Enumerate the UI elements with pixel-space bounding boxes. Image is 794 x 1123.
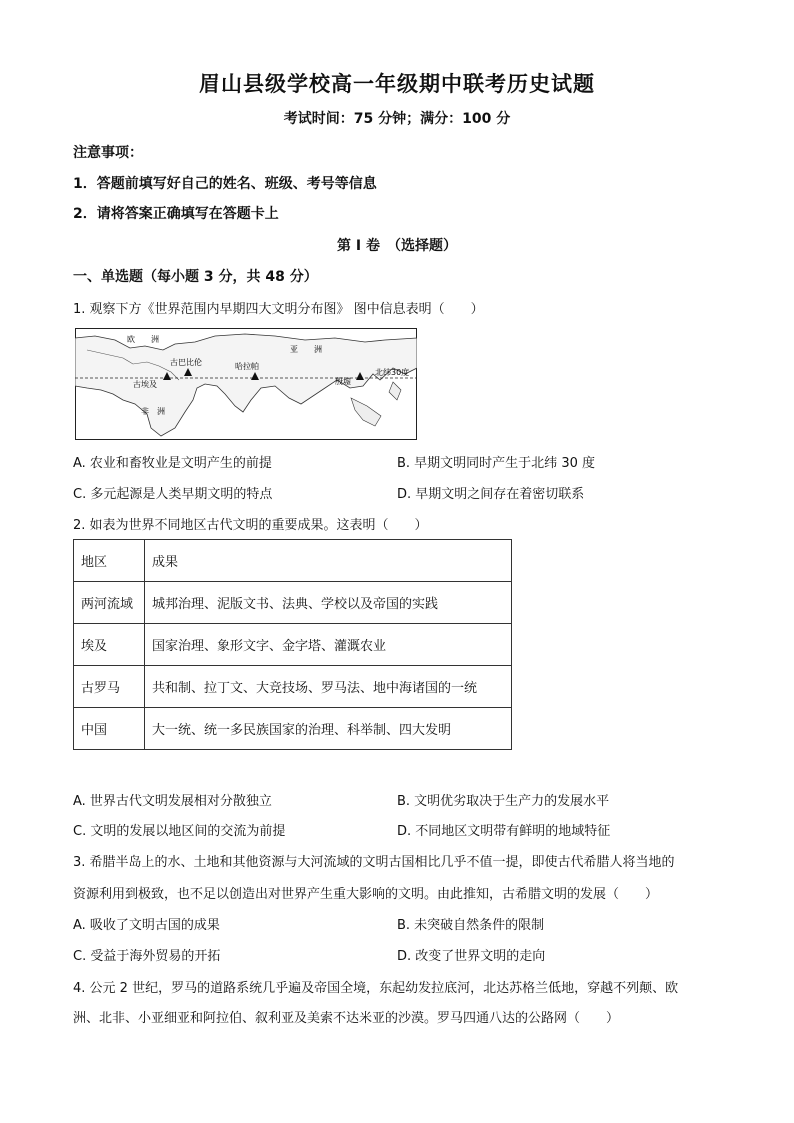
label-lat30: 北纬30度 [375, 368, 410, 377]
label-egypt: 古埃及 [133, 380, 157, 389]
exam-title: 眉山县级学校高一年级期中联考历史试题 [199, 71, 595, 96]
table-cell-region: 中国 [74, 708, 145, 750]
q3-option-d: D. 改变了世界文明的走向 [397, 949, 546, 964]
table-header-achievement: 成果 [145, 540, 512, 582]
label-europe: 欧 洲 [127, 335, 159, 344]
exam-subtitle: 考试时间：75 分钟；满分：100 分 [283, 111, 511, 127]
table-header-row [74, 540, 512, 582]
q4-stem-line2: 洲、北非、小亚细亚和阿拉伯、叙利亚及美索不达米亚的沙漠。罗马四通八达的公路网（ ） [73, 1011, 620, 1026]
table-row [74, 708, 512, 750]
q3-option-c: C. 受益于海外贸易的开拓 [73, 949, 221, 964]
q3-option-b: B. 未突破自然条件的限制 [397, 918, 545, 933]
label-yinxu: 殷墟 [335, 377, 351, 386]
table-cell-region: 两河流域 [74, 582, 145, 624]
notice-item-1: 1．答题前填写好自己的姓名、班级、考号等信息 [73, 176, 377, 192]
table-cell-achievement: 城邦治理、泥版文书、法典、学校以及帝国的实践 [145, 582, 512, 624]
volume-heading: 第 I 卷 （选择题） [337, 238, 457, 254]
q3-option-a: A. 吸收了文明古国的成果 [73, 918, 220, 933]
q2-stem: 2. 如表为世界不同地区古代文明的重要成果。这表明（ ） [73, 518, 428, 533]
q1-stem: 1. 观察下方《世界范围内早期四大文明分布图》 图中信息表明（ ） [73, 302, 484, 317]
q2-option-a: A. 世界古代文明发展相对分散独立 [73, 794, 272, 809]
label-harappa: 哈拉帕 [235, 362, 259, 371]
q2-option-c: C. 文明的发展以地区间的交流为前提 [73, 824, 286, 839]
table-cell-region: 埃及 [74, 624, 145, 666]
table-cell-achievement: 国家治理、象形文字、金字塔、灌溉农业 [145, 624, 512, 666]
label-babylon: 古巴比伦 [170, 358, 202, 367]
table-cell-achievement: 大一统、统一多民族国家的治理、科举制、四大发明 [145, 708, 512, 750]
table-cell-region: 古罗马 [74, 666, 145, 708]
q1-option-b: B. 早期文明同时产生于北纬 30 度 [397, 456, 595, 471]
q2-option-d: D. 不同地区文明带有鲜明的地域特征 [397, 824, 611, 839]
label-africa: 非 洲 [141, 407, 165, 416]
table-header-region: 地区 [74, 540, 145, 582]
q3-stem-line1: 3. 希腊半岛上的水、土地和其他资源与大河流域的文明古国相比几乎不值一提，即使古代希腊人将当地的 [73, 855, 675, 870]
q4-stem-line1: 4. 公元 2 世纪，罗马的道路系统几乎遍及帝国全境，东起幼发拉底河，北达苏格兰低地，穿越不列颠、欧 [73, 981, 679, 996]
table-row [74, 624, 512, 666]
label-asia: 亚 洲 [290, 345, 322, 354]
q1-option-c: C. 多元起源是人类早期文明的特点 [73, 487, 273, 502]
notice-item-2: 2．请将答案正确填写在答题卡上 [73, 206, 279, 222]
achievements-table [73, 539, 512, 750]
q1-option-a: A. 农业和畜牧业是文明产生的前提 [73, 456, 272, 471]
q1-option-d: D. 早期文明之间存在着密切联系 [397, 487, 585, 502]
civilization-map [75, 328, 417, 440]
table-cell-achievement: 共和制、拉丁文、大竞技场、罗马法、地中海诸国的一统 [145, 666, 512, 708]
table-row [74, 666, 512, 708]
table-row [74, 582, 512, 624]
notice-heading: 注意事项： [73, 145, 143, 161]
section-heading: 一、单选题（每小题 3 分，共 48 分） [73, 269, 318, 285]
q3-stem-line2: 资源利用到极致，也不足以创造出对世界产生重大影响的文明。由此推知，古希腊文明的发展（ ） [73, 887, 659, 902]
q2-option-b: B. 文明优劣取决于生产力的发展水平 [397, 794, 610, 809]
